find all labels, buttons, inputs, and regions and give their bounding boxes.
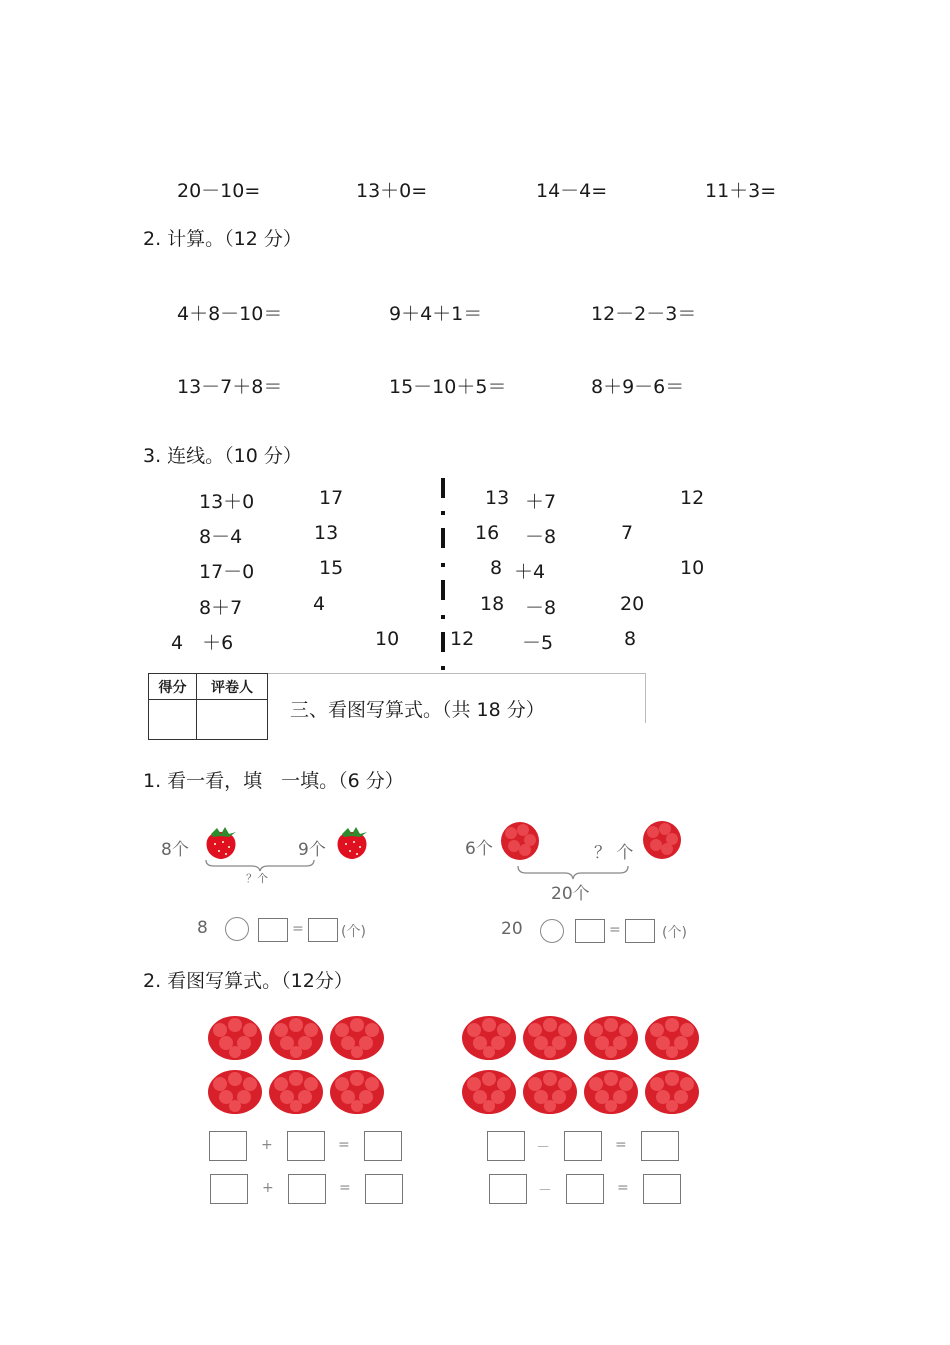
right-unit: (个) bbox=[662, 925, 687, 941]
q3-right-ans-2: 7 bbox=[621, 522, 634, 544]
q3-right-b-3: ＋4 bbox=[514, 561, 546, 583]
strawberry-icon bbox=[334, 826, 370, 860]
s3-q1-title: 1. 看一看，填 一填。（6 分） bbox=[143, 770, 404, 792]
fruit-group-left bbox=[206, 1012, 390, 1118]
q3-left-expr-2: 8－4 bbox=[199, 526, 243, 548]
raspberry-icon bbox=[521, 1066, 579, 1120]
q2-r2-c3: 8＋9－6＝ bbox=[591, 376, 685, 398]
q2-right-r1-box2[interactable] bbox=[564, 1131, 602, 1161]
q3-right-b-1: ＋7 bbox=[525, 491, 557, 513]
q2-right-r2-op: － bbox=[538, 1183, 552, 1199]
q2-right-r2-eq: = bbox=[617, 1180, 629, 1196]
s3-q2-title: 2. 看图写算式。（12分） bbox=[143, 970, 353, 992]
q3-right-a-3: 8 bbox=[490, 557, 503, 579]
raspberry-icon bbox=[582, 1066, 640, 1120]
q3-left-ans-5: 10 bbox=[375, 628, 400, 650]
q3-left-expr-3: 17－0 bbox=[199, 561, 255, 583]
q2-right-r1-box3[interactable] bbox=[641, 1131, 679, 1161]
section-header-line bbox=[268, 673, 646, 674]
right-op-circle[interactable] bbox=[540, 919, 564, 943]
q2-left-r2-op: + bbox=[262, 1180, 274, 1196]
left-box-2[interactable] bbox=[308, 918, 338, 942]
q2-left-r1-box3[interactable] bbox=[364, 1131, 402, 1161]
raspberry-icon bbox=[328, 1066, 386, 1120]
right-brace-label: 20个 bbox=[551, 884, 590, 904]
left-label-a: 8个 bbox=[161, 840, 189, 860]
q2-left-r2-box1[interactable] bbox=[210, 1174, 248, 1204]
right-start-num: 20 bbox=[501, 919, 523, 939]
raspberry-icon bbox=[267, 1012, 325, 1066]
q2-right-r2-box2[interactable] bbox=[566, 1174, 604, 1204]
q3-right-b-4: －8 bbox=[525, 597, 557, 619]
q3-right-a-2: 16 bbox=[475, 522, 500, 544]
raspberry-icon bbox=[460, 1066, 518, 1120]
q1-item-4: 11＋3= bbox=[705, 180, 777, 202]
raspberry-icon bbox=[206, 1012, 264, 1066]
q3-right-ans-3: 10 bbox=[680, 557, 705, 579]
q3-right-b-5: －5 bbox=[522, 632, 554, 654]
q3-right-ans-4: 20 bbox=[620, 593, 645, 615]
brace-right bbox=[516, 864, 630, 880]
q2-left-r1-op: + bbox=[261, 1137, 273, 1153]
q3-left-ans-2: 13 bbox=[314, 522, 339, 544]
fruit-group-right bbox=[460, 1012, 704, 1118]
q3-right-ans-1: 12 bbox=[680, 487, 705, 509]
raspberry-icon bbox=[521, 1012, 579, 1066]
left-box-1[interactable] bbox=[258, 918, 288, 942]
left-equals: = bbox=[292, 921, 304, 937]
left-unit: (个) bbox=[341, 924, 366, 940]
q3-right-a-4: 18 bbox=[480, 593, 505, 615]
raspberry-icon bbox=[582, 1012, 640, 1066]
raspberry-icon bbox=[643, 1066, 701, 1120]
q2-r1-c2: 9＋4＋1＝ bbox=[389, 303, 483, 325]
q2-r1-c1: 4＋8－10＝ bbox=[177, 303, 283, 325]
score-table bbox=[148, 673, 268, 740]
section3-title: 三、看图写算式。（共 18 分） bbox=[290, 699, 545, 721]
left-label-b: 9个 bbox=[298, 840, 326, 860]
q2-right-r1-op: － bbox=[536, 1140, 550, 1156]
q2-left-r1-box2[interactable] bbox=[287, 1131, 325, 1161]
q2-right-r1-box1[interactable] bbox=[487, 1131, 525, 1161]
q2-left-r2-box3[interactable] bbox=[365, 1174, 403, 1204]
q1-item-3: 14－4= bbox=[536, 180, 608, 202]
raspberry-icon bbox=[641, 817, 683, 861]
section-header-edge bbox=[645, 673, 646, 723]
raspberry-icon bbox=[267, 1066, 325, 1120]
q2-right-r1-eq: = bbox=[615, 1137, 627, 1153]
q2-r2-c1: 13－7＋8＝ bbox=[177, 376, 283, 398]
right-label-b: ？ 个 bbox=[594, 843, 634, 863]
q1-item-1: 20－10= bbox=[177, 180, 261, 202]
q2-r1-c3: 12－2－3＝ bbox=[591, 303, 697, 325]
q3-title: 3. 连线。（10 分） bbox=[143, 445, 302, 467]
right-box-2[interactable] bbox=[625, 919, 655, 943]
q2-right-r2-box1[interactable] bbox=[489, 1174, 527, 1204]
score-cell[interactable] bbox=[149, 700, 197, 740]
raspberry-icon bbox=[206, 1066, 264, 1120]
q3-left-ans-3: 15 bbox=[319, 557, 344, 579]
q2-r2-c2: 15－10＋5＝ bbox=[389, 376, 507, 398]
q3-right-a-5: 12 bbox=[450, 628, 475, 650]
q2-left-r2-box2[interactable] bbox=[288, 1174, 326, 1204]
left-op-circle[interactable] bbox=[225, 917, 249, 941]
q3-left-expr-4: 8＋7 bbox=[199, 597, 243, 619]
q3-left-expr-5: 4 ＋6 bbox=[171, 632, 234, 654]
q3-left-expr-1: 13＋0 bbox=[199, 491, 255, 513]
right-label-a: 6个 bbox=[465, 839, 493, 859]
right-box-1[interactable] bbox=[575, 919, 605, 943]
q2-left-r2-eq: = bbox=[339, 1180, 351, 1196]
q3-right-a-1: 13 bbox=[485, 487, 510, 509]
q2-title: 2. 计算。（12 分） bbox=[143, 228, 302, 250]
q3-right-ans-5: 8 bbox=[624, 628, 637, 650]
q2-right-r2-box3[interactable] bbox=[643, 1174, 681, 1204]
raspberry-icon bbox=[499, 818, 541, 862]
raspberry-icon bbox=[460, 1012, 518, 1066]
q3-left-ans-4: 4 bbox=[313, 593, 326, 615]
q2-left-r1-eq: = bbox=[338, 1137, 350, 1153]
raspberry-icon bbox=[643, 1012, 701, 1066]
score-label: 得分 bbox=[149, 674, 197, 700]
raspberry-icon bbox=[328, 1012, 386, 1066]
grader-label: 评卷人 bbox=[196, 674, 267, 700]
left-brace-label: ？个 bbox=[246, 872, 268, 885]
q1-item-2: 13＋0= bbox=[356, 180, 428, 202]
right-equals: = bbox=[609, 922, 621, 938]
left-start-num: 8 bbox=[197, 918, 208, 938]
q3-right-b-2: －8 bbox=[525, 526, 557, 548]
q3-left-ans-1: 17 bbox=[319, 487, 344, 509]
grader-cell[interactable] bbox=[196, 700, 267, 740]
strawberry-icon bbox=[203, 826, 239, 860]
q2-left-r1-box1[interactable] bbox=[209, 1131, 247, 1161]
